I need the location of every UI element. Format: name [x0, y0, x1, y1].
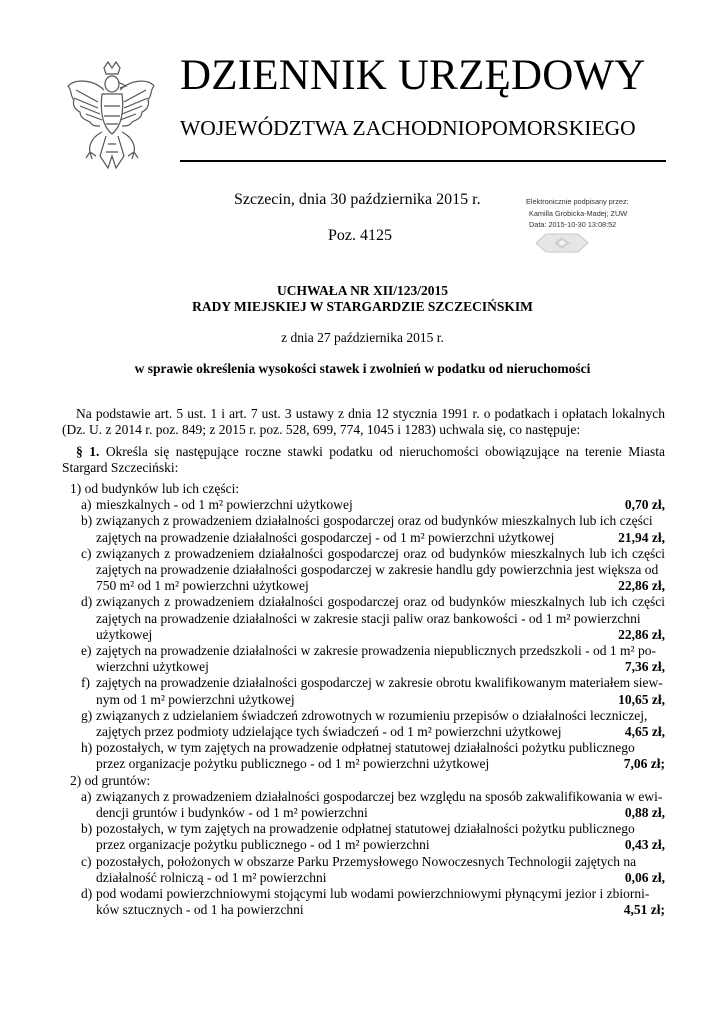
section-1-label: § 1. — [76, 444, 100, 459]
tax-rates-list — [62, 481, 665, 918]
item-letter: d) — [81, 594, 93, 610]
resolution-heading — [60, 283, 665, 315]
item-text: użytkowej — [96, 626, 153, 642]
item-amount: 0,88 zł, — [624, 805, 665, 821]
resolution-subject: w sprawie określenia wysokości stawek i zwolnień w podatku od nieruchomości — [134, 361, 591, 376]
item-amount: 0,06 zł, — [624, 869, 665, 885]
item-amount: 10,65 zł, — [618, 691, 665, 707]
resolution-council: RADY MIEJSKIEJ W STARGARDZIE SZCZECIŃSKIM — [192, 299, 533, 314]
eagle-emblem-icon — [64, 60, 156, 172]
preamble: Na podstawie art. 5 ust. 1 i art. 7 ust. 3 ustawy z dnia 12 stycznia 1991 r. o podatkach i opłatach lokalnych (Dz. U. z 2014 r. poz. 849; z 2015 r. poz. 528, 699, 774, 1045 i 1283) uchwala się, co następuje: — [62, 406, 665, 437]
list-item — [62, 497, 665, 513]
list-item — [62, 513, 665, 545]
item-text: zajętych przez podmioty udzielające tych świadczeń - od 1 m² powierzchni użytkowej — [96, 724, 562, 740]
item-last-line — [96, 627, 665, 643]
section-1-text: Określa się następujące roczne stawki podatku od nieruchomości obowiązujące na terenie Miasta Stargard Szczeciński: — [62, 444, 665, 475]
item-text: przez organizacje pożytku publicznego - od 1 m² powierzchni użytkowej — [96, 756, 490, 772]
item-text: zajętych na prowadzenie działalności gospodarczej w zakresie obrotu kwalifikowanym materiałem siew- — [96, 675, 663, 691]
item-text: 750 m² od 1 m² powierzchni użytkowej — [96, 578, 309, 594]
item-last-line — [96, 578, 665, 594]
item-text: pozostałych, położonych w obszarze Parku Przemysłowego Nowoczesnych Technologii zajętych na — [96, 853, 637, 869]
group-label: 2) od gruntów: — [70, 772, 151, 788]
item-letter: d) — [81, 886, 93, 902]
item-last-line — [96, 659, 665, 675]
item-text: związanych z prowadzeniem działalności gospodarczej oraz od budynków mieszkalnych lub ich części zajętych na prowadzenie działalności gospodarczej w zakresie handlu gdy powierzchnia jest większa od — [96, 545, 665, 578]
list-item — [62, 675, 665, 707]
item-last-line — [96, 530, 665, 546]
item-letter: f) — [81, 675, 90, 691]
position-number: Poz. 4125 — [328, 227, 392, 244]
list-item — [62, 708, 665, 740]
item-letter: a) — [81, 497, 92, 513]
item-text: działalność rolniczą - od 1 m² powierzchni — [96, 869, 327, 885]
item-letter: h) — [81, 740, 93, 756]
item-amount: 0,43 zł, — [624, 837, 665, 853]
item-last-line — [96, 805, 665, 821]
item-text: nym od 1 m² powierzchni użytkowej — [96, 691, 295, 707]
item-text: związanych z prowadzeniem działalności gospodarczej oraz od budynków mieszkalnych lub ich części zajętych na prowadzenie działalności w zakresie stacji paliw oraz bankowości - od 1 m² powierzchni — [96, 594, 665, 626]
item-letter: g) — [81, 707, 93, 723]
signature-date: Data: 2015-10-30 13:08:52 — [529, 220, 617, 229]
item-letter: c) — [81, 853, 92, 869]
item-letter: b) — [81, 821, 93, 837]
item-last-line — [96, 837, 665, 853]
list-item — [62, 740, 665, 772]
resolution-date: z dnia 27 października 2015 r. — [281, 330, 444, 345]
item-last-line — [96, 902, 665, 918]
list-item — [62, 546, 665, 595]
item-letter: c) — [81, 545, 92, 561]
item-text: mieszkalnych - od 1 m² powierzchni użytkowej — [96, 497, 353, 513]
list-item — [62, 821, 665, 853]
item-amount: 21,94 zł, — [618, 529, 665, 545]
item-text: pozostałych, w tym zajętych na prowadzenie odpłatnej statutowej działalności pożytku publicznego — [96, 821, 635, 837]
item-text: związanych z prowadzeniem działalności gospodarczej oraz od budynków mieszkalnych lub ich części — [96, 513, 653, 529]
item-last-line — [96, 692, 665, 708]
electronic-signature — [526, 196, 629, 231]
item-amount: 4,51 zł; — [623, 902, 665, 918]
signature-signer: Kamilla Grobicka-Madej; ZUW — [529, 208, 628, 218]
item-text: przez organizacje pożytku publicznego - od 1 m² powierzchni — [96, 837, 430, 853]
item-last-line — [96, 870, 665, 886]
item-text: zajętych na prowadzenie działalności gospodarczej - od 1 m² powierzchni użytkowej — [96, 529, 555, 545]
item-text: związanych z prowadzeniem działalności gospodarczej bez względu na sposób zakwalifikowania w ewi- — [96, 788, 663, 804]
list-item — [62, 854, 665, 886]
item-text: pozostałych, w tym zajętych na prowadzenie odpłatnej statutowej działalności pożytku publicznego — [96, 740, 635, 756]
list-item — [62, 789, 665, 821]
list-item — [62, 643, 665, 675]
signature-verified-icon — [534, 232, 590, 254]
item-amount: 22,86 zł, — [618, 626, 665, 642]
item-text: pod wodami powierzchniowymi stojącymi lub wodami powierzchniowymi płynącymi jezior i zbiorni- — [96, 886, 650, 902]
place-date: Szczecin, dnia 30 października 2015 r. — [234, 191, 481, 208]
list-item — [62, 594, 665, 643]
list-item — [62, 886, 665, 918]
item-letter: a) — [81, 788, 92, 804]
resolution-number: UCHWAŁA NR XII/123/2015 — [276, 283, 449, 298]
item-text: wierzchni użytkowej — [96, 659, 209, 675]
item-letter: e) — [81, 643, 92, 659]
item-last-line — [96, 497, 665, 513]
group-label: 1) od budynków lub ich części: — [70, 481, 240, 496]
item-amount: 0,70 zł, — [624, 497, 665, 513]
item-text: dencji gruntów i budynków - od 1 m² powierzchni — [96, 805, 368, 821]
item-amount: 4,65 zł, — [624, 724, 665, 740]
item-amount: 7,06 zł; — [623, 756, 665, 772]
journal-title: DZIENNIK URZĘDOWY — [180, 52, 646, 99]
item-text: związanych z udzielaniem świadczeń zdrowotnych w rozumieniu przepisów o działalności leczniczej, — [96, 707, 648, 723]
item-last-line — [96, 724, 665, 740]
journal-subtitle: WOJEWÓDZTWA ZACHODNIOPOMORSKIEGO — [180, 116, 636, 140]
header-divider — [180, 160, 666, 162]
item-text: ków sztucznych - od 1 ha powierzchni — [96, 902, 304, 918]
section-1 — [62, 444, 665, 476]
signature-line: Elektronicznie podpisany przez: — [526, 197, 629, 206]
item-amount: 22,86 zł, — [618, 578, 665, 594]
item-last-line — [96, 756, 665, 772]
item-text: zajętych na prowadzenie działalności w zakresie prowadzenia niepublicznych przedszkoli - od 1 m² po- — [96, 643, 656, 659]
item-amount: 7,36 zł, — [624, 659, 665, 675]
item-letter: b) — [81, 513, 93, 529]
